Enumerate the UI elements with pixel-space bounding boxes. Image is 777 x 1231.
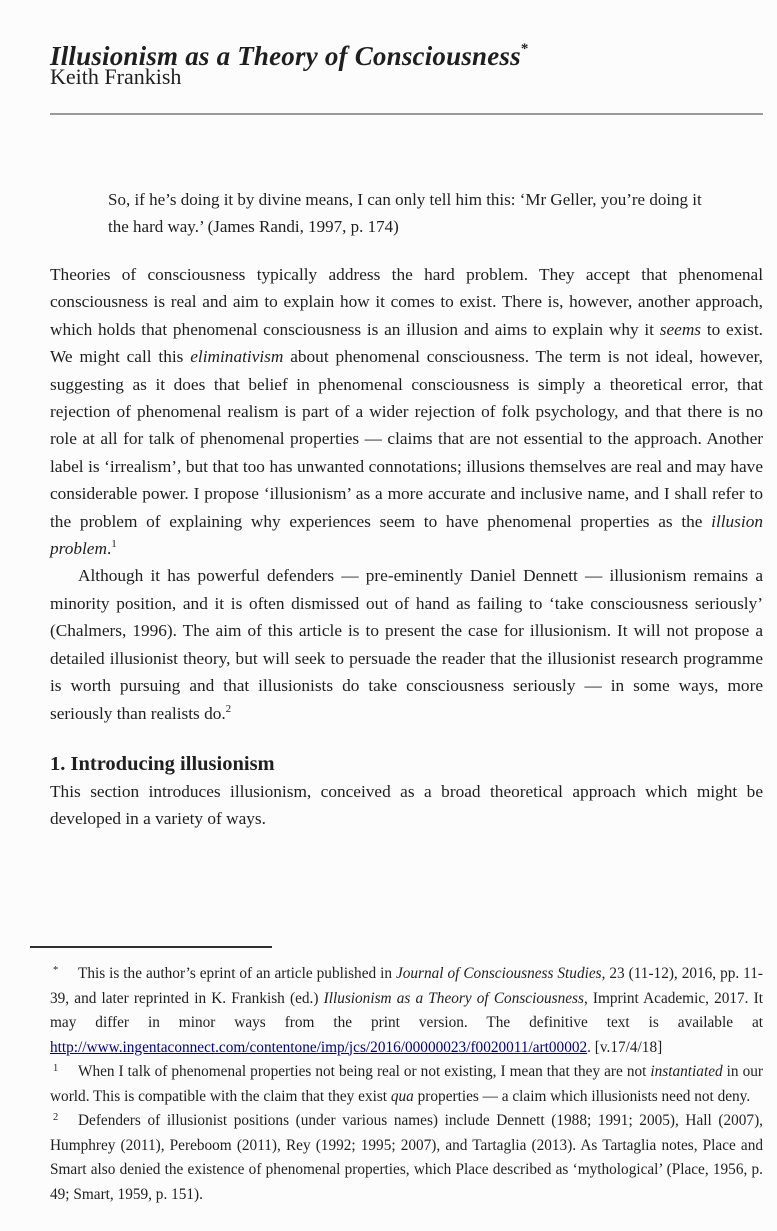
text-segment: Illusionism as a Theory of Consciousness [323, 989, 584, 1007]
footnote-marker: 2 [53, 1112, 59, 1123]
header-divider [50, 113, 763, 115]
page-title-text: Illusionism as a Theory of Consciousness [50, 41, 521, 72]
article-body [50, 261, 763, 833]
footnotes-section [50, 962, 763, 1207]
text-segment: seems [659, 319, 702, 339]
text-segment: to exist. We might call this [50, 319, 763, 367]
footnote [50, 1060, 763, 1109]
text-segment: When I talk of phenomenal properties not being real or not existing, I mean that they are not [78, 1063, 651, 1080]
footnote-marker: * [53, 965, 59, 976]
footnote [50, 1109, 763, 1207]
footnote-separator [30, 946, 272, 948]
text-segment: Although it has powerful defenders — pre-eminently Daniel Dennett — illusionism remains a minority position, and it is often dismissed out of hand as failing to ‘take consciousness seriously’ (Chalmers, 1996). The aim of this article is to present the case for illusionism. It will not propose a detailed illusionist theory, but will seek to persuade the reader that the illusionist research programme is worth pursuing and that illusionists do take consciousness seriously — in some ways, more seriously than realists do. [50, 566, 763, 723]
epigraph: So, if he’s doing it by divine means, I can only tell him this: ‘Mr Geller, you’re doing it the hard way.’ (James Randi, 1997, p. 174) [108, 190, 702, 236]
footnote-text [50, 1112, 763, 1203]
text-segment: , 23 (11-12), 2016, pp. 11-39, and later reprinted in K. Frankish (ed.) [50, 965, 763, 1007]
text-segment: Defenders of illusionist positions (under various names) include Dennett (1988; 1991; 2005), Hall (2007), Humphrey (2011), Pereboom (2011), Rey (1992; 1995; 2007), and Tartaglia (2013). As Tartaglia notes, Place and Smart also denied the existence of phenomenal properties, which Place described as ‘mythological’ (Place, 1956, p. 49; Smart, 1959, p. 151). [50, 1112, 763, 1203]
title-footnote-marker: * [520, 41, 529, 58]
text-segment: eliminativism [190, 347, 284, 367]
text-segment: in our world. This is compatible with the claim that they exist [50, 1063, 763, 1105]
text-segment: illusion problem [50, 511, 763, 559]
footnote [50, 962, 763, 1060]
text-segment: Theories of consciousness typically address the hard problem. They accept that phenomenal consciousness is real and aim to explain how it comes to exist. There is, however, another approach, which holds that phenomenal consciousness is an illusion and aims to explain why it [50, 265, 763, 339]
text-segment: This section introduces illusionism, conceived as a broad theoretical approach which might be developed in a variety of ways. [50, 781, 763, 829]
footnote-text [50, 965, 763, 1056]
paragraph [50, 562, 763, 726]
footnote-marker: 1 [53, 1063, 59, 1074]
text-segment: about phenomenal consciousness. The term is not ideal, however, suggesting as it does that belief in phenomenal consciousness is simply a theoretical error, that rejection of phenomenal realism is part of a wider rejection of folk psychology, and that there is no role at all for talk of phenomenal properties — claims that are not essential to the approach. Another label is ‘irrealism’, but that too has unwanted connotations; illusions themselves are real and may have considerable power. I propose ‘illusionism’ as a more accurate and inclusive name, and I shall refer to the problem of explaining why experiences seem to have phenomenal properties as the [50, 347, 763, 531]
footnote-text [50, 1063, 763, 1105]
text-segment: This is the author’s eprint of an article published in [78, 965, 396, 982]
footnote-url-link[interactable]: http://www.ingentaconnect.com/contentone/imp/jcs/2016/00000023/f0020011/art00002 [50, 1038, 588, 1056]
text-segment: properties — a claim which illusionists need not deny. [413, 1087, 751, 1105]
text-segment: . [106, 539, 112, 559]
author-name: Keith Frankish [50, 64, 182, 89]
footnote-ref: 2 [225, 702, 232, 715]
paragraph [50, 261, 763, 562]
paragraph [50, 778, 763, 833]
text-segment: Journal of Consciousness Studies [395, 965, 602, 982]
text-segment: . [v.17/4/18] [587, 1038, 663, 1056]
text-segment: qua [390, 1087, 414, 1105]
section-heading: 1. Introducing illusionism [50, 752, 275, 775]
footnote-ref: 1 [111, 538, 117, 551]
text-segment: instantiated [650, 1063, 723, 1080]
text-segment: , Imprint Academic, 2017. It may differ in minor ways from the print version. The definitive text is available at [50, 989, 764, 1031]
